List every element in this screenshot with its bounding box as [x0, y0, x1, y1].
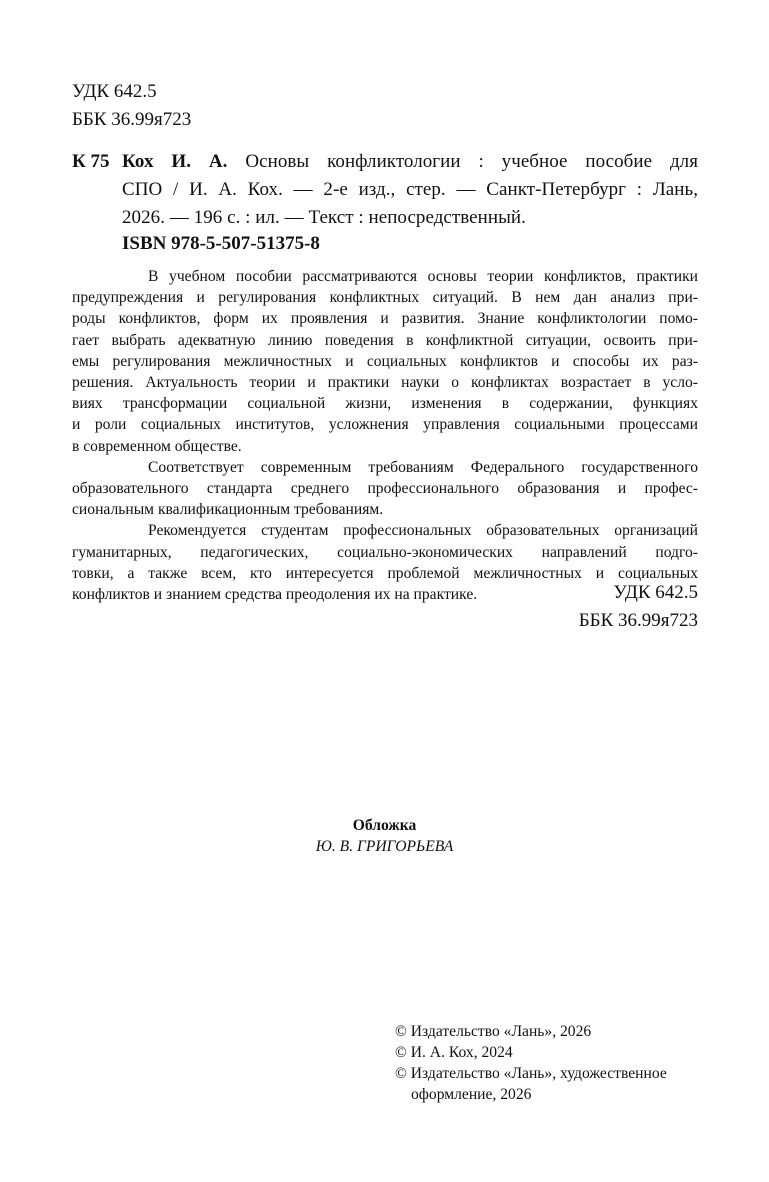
annotation-line: и роли социальных институтов, усложнения управления социальными процессами	[72, 416, 698, 434]
annotation-line: Соответствует современным требованиям Федерального государственного	[148, 458, 698, 476]
udk-code: УДК 642.5	[72, 81, 157, 102]
author-catalog-code: К 75	[72, 151, 110, 172]
annotation-line: емы регулирования межличностных и социальных конфликтов и способы их раз-	[72, 352, 698, 370]
annotation-paragraph-1	[72, 266, 698, 457]
annotation-line: в современном обществе.	[72, 437, 242, 455]
classification-block-top	[72, 78, 191, 134]
copyright-line: © Издательство «Лань», 2026	[395, 1023, 592, 1040]
annotation-line: Рекомендуется студентам профессиональных образовательных организаций	[148, 522, 698, 540]
copyright-block	[395, 1021, 715, 1105]
bbk-code: ББК 36.99я723	[72, 109, 192, 130]
annotation-line: конфликтов и знанием средства преодоления их на практике.	[72, 586, 478, 604]
isbn: ISBN 978-5-507-51375-8	[122, 233, 320, 254]
bib-line-1	[122, 148, 698, 176]
classification-block-bottom	[579, 579, 698, 635]
annotation-line: роды конфликтов, форм их проявления и развития. Знание конфликтологии помо-	[72, 310, 698, 328]
cover-label: Обложка	[352, 817, 417, 834]
annotation-line: образовательного стандарта среднего профессионального образования и профес-	[72, 480, 698, 498]
annotation-line: В учебном пособии рассматриваются основы теории конфликтов, практики	[148, 268, 698, 285]
title-text: Основы конфликтологии : учебное пособие для	[245, 151, 698, 172]
annotation	[72, 266, 698, 605]
annotation-line: гуманитарных, педагогических, социально-экономических направлений подго-	[72, 543, 698, 561]
annotation-line: товки, а также всем, кто интересуется проблемой межличностных и социальных	[72, 564, 698, 582]
annotation-line: решения. Актуальность теории и практики науки о конфликтах возрастает в усло-	[72, 374, 698, 392]
annotation-line: виях трансформации социальной жизни, изменения в содержании, функциях	[72, 395, 698, 413]
bib-line-3: 2026. — 196 с. : ил. — Текст : непосредственный.	[122, 207, 526, 228]
copyright-line: © Издательство «Лань», художественное	[395, 1065, 667, 1082]
bib-line-2: СПО / И. А. Кох. — 2-е изд., стер. — Санкт-Петербург : Лань,	[122, 179, 698, 200]
cover-credit	[0, 815, 769, 857]
copyright-line: © И. А. Кох, 2024	[395, 1044, 513, 1061]
copyright-line: оформление, 2026	[411, 1086, 532, 1103]
author-name: Кох И. А.	[122, 151, 228, 172]
bibliographic-description	[122, 148, 698, 232]
bbk-code: ББК 36.99я723	[578, 610, 698, 631]
annotation-paragraph-2	[72, 457, 698, 521]
annotation-line: сиональным квалификационным требованиям.	[72, 501, 384, 519]
annotation-line: предупреждения и регулирования конфликтных ситуаций. В нем дан анализ при-	[72, 289, 698, 307]
annotation-line: гает выбрать адекватную линию поведения в конфликтной ситуации, освоить при-	[72, 331, 698, 349]
cover-artist: Ю. В. ГРИГОРЬЕВА	[315, 838, 454, 855]
udk-code: УДК 642.5	[613, 582, 698, 603]
